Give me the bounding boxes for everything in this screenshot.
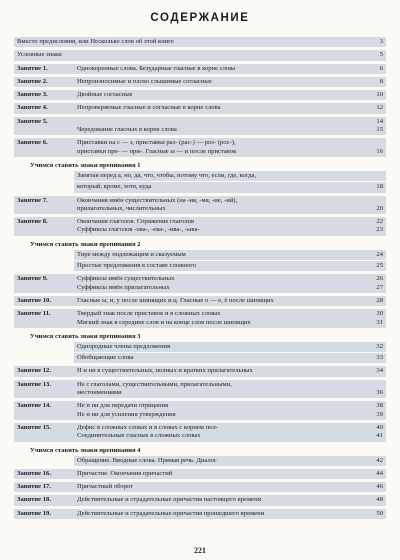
section-heading: Учимся ставить знаки препинания 3 bbox=[30, 332, 141, 340]
lesson-topic-text: Чередование гласных в корне слова bbox=[77, 126, 177, 134]
lesson-label: Занятие 15. bbox=[17, 423, 51, 431]
lesson-topic-text: Дефис в сложных словах и в словах с корнем пол- bbox=[77, 423, 218, 431]
lesson-topic-line bbox=[77, 226, 383, 234]
lesson-topic-text: Причастный оборот bbox=[77, 483, 134, 491]
toc-page bbox=[14, 10, 386, 522]
toc-lesson-row bbox=[14, 380, 386, 399]
lesson-topic-line bbox=[77, 483, 383, 491]
lesson-label: Занятие 18. bbox=[17, 496, 51, 504]
lesson-label: Занятие 5. bbox=[17, 117, 48, 125]
lesson-topic-line bbox=[77, 367, 383, 375]
lesson-label: Занятие 7. bbox=[17, 196, 48, 204]
lesson-topic-line bbox=[77, 509, 383, 518]
section-item bbox=[74, 182, 386, 192]
lesson-topic-text: Непроизносимые и плохо слышимые согласные bbox=[77, 77, 212, 85]
toc-page-number: 32 bbox=[376, 342, 383, 350]
lesson-topic-text: Гласные ы, и, у после шипящих и ц. Гласные о — е, ё после шипящих bbox=[77, 296, 274, 304]
section-item-text: Запятая перед а, но, да, что, чтобы, потому что, если, где, когда, bbox=[77, 171, 257, 179]
lesson-label: Занятие 11. bbox=[17, 310, 51, 318]
lesson-label: Занятие 1. bbox=[17, 64, 48, 72]
lesson-topics bbox=[77, 380, 383, 398]
toc-page-number: 8 bbox=[379, 77, 383, 85]
lesson-label: Занятие 9. bbox=[17, 275, 48, 283]
section-item-text: который, кроме, хотя, куда bbox=[77, 183, 152, 191]
section-items bbox=[14, 171, 386, 193]
toc-lesson-row bbox=[14, 482, 386, 492]
toc-lesson-row bbox=[14, 217, 386, 236]
toc-page-number: 41 bbox=[376, 432, 383, 440]
lesson-label: Занятие 4. bbox=[17, 104, 48, 112]
section-item bbox=[74, 171, 386, 181]
section-items bbox=[14, 342, 386, 364]
lesson-label: Занятие 13. bbox=[17, 380, 51, 388]
lesson-topic-line bbox=[77, 318, 383, 327]
lesson-topics bbox=[77, 469, 383, 478]
toc-page-number: 31 bbox=[376, 318, 383, 326]
lesson-topic-line bbox=[77, 496, 383, 504]
lesson-topics bbox=[77, 275, 383, 292]
lesson-topic-line bbox=[77, 139, 370, 147]
lesson-group bbox=[14, 469, 386, 519]
toc-lesson-row bbox=[14, 64, 386, 74]
lesson-topic-text: Причастие. Окончания причастий bbox=[77, 469, 173, 477]
lesson-topic-text: Однокоренные слова. Безударные гласные в корне слова bbox=[77, 64, 236, 72]
lesson-topic-text: Окончания глаголов. Спряжение глаголов bbox=[77, 218, 195, 226]
lesson-topic-line bbox=[77, 117, 383, 126]
toc-lesson-row bbox=[14, 469, 386, 479]
lesson-topics bbox=[77, 104, 383, 112]
lesson-topic-line bbox=[77, 283, 383, 292]
toc-page-number: 46 bbox=[376, 483, 383, 491]
toc-intro-row bbox=[14, 37, 386, 47]
lesson-label: Занятие 3. bbox=[17, 91, 48, 99]
lesson-topics bbox=[77, 296, 383, 305]
lesson-topic-line bbox=[77, 126, 383, 134]
toc-page-number: 12 bbox=[376, 104, 383, 112]
toc-page-number: 40 bbox=[376, 423, 383, 431]
lesson-topic-line bbox=[77, 296, 383, 305]
punctuation-section-4 bbox=[14, 447, 386, 466]
lesson-topic-line bbox=[77, 218, 383, 226]
lesson-topics bbox=[77, 483, 383, 491]
toc-lesson-row bbox=[14, 90, 386, 100]
lesson-topic-text: Твердый знак после приставок и в сложных словах bbox=[77, 310, 221, 318]
lesson-topic-text: приставки пре- — при-. Гласные ы — и после приставок bbox=[77, 147, 237, 155]
toc-page-number: 20 bbox=[376, 204, 383, 212]
toc-page-number: 36 bbox=[376, 389, 383, 397]
toc-lesson-row bbox=[14, 103, 386, 113]
toc-lesson-row bbox=[14, 117, 386, 136]
lesson-topic-line bbox=[77, 204, 383, 213]
toc-lesson-row bbox=[14, 138, 386, 157]
toc-page-number: 48 bbox=[376, 496, 383, 504]
toc-page-number: 34 bbox=[376, 367, 383, 375]
toc-lesson-row bbox=[14, 509, 386, 519]
lesson-topic-line bbox=[77, 410, 383, 419]
lesson-topic-text: местоимениями bbox=[77, 389, 122, 397]
lesson-topic-text: Соединительные гласные в сложных словах bbox=[77, 432, 201, 440]
lesson-label: Занятие 16. bbox=[17, 469, 51, 477]
lesson-topic-line bbox=[77, 104, 383, 112]
lesson-topic-line bbox=[77, 197, 370, 205]
lesson-topic-line bbox=[77, 147, 383, 156]
lesson-topic-line bbox=[77, 402, 383, 410]
punctuation-section-2 bbox=[14, 241, 386, 272]
lesson-topic-text: Двойные согласные bbox=[77, 91, 133, 99]
toc-page-number: 42 bbox=[376, 456, 383, 464]
lesson-topic-text: Суффиксы имён существительных bbox=[77, 275, 175, 283]
toc-page-number: 26 bbox=[376, 275, 383, 283]
lesson-topic-line bbox=[77, 310, 383, 318]
section-item bbox=[74, 261, 386, 271]
toc-lesson-row bbox=[14, 296, 386, 306]
lesson-group bbox=[14, 274, 386, 327]
lesson-topics bbox=[77, 496, 383, 504]
lesson-topic-line bbox=[77, 91, 383, 99]
lesson-topics bbox=[77, 64, 383, 73]
lesson-topic-line bbox=[77, 432, 383, 440]
toc-page-number: 18 bbox=[376, 183, 383, 191]
lesson-topics bbox=[77, 218, 383, 235]
toc-lesson-row bbox=[14, 401, 386, 420]
toc-page-number: 3 bbox=[379, 38, 383, 45]
lesson-topic-text: Окончания имён существительных (на -ия, -мя, -ие, -ий), bbox=[77, 196, 238, 204]
lesson-label: Занятие 12. bbox=[17, 367, 51, 375]
toc-page-number: 39 bbox=[376, 410, 383, 418]
toc-page-number: 27 bbox=[376, 283, 383, 291]
section-item bbox=[74, 342, 386, 352]
toc-lesson-row bbox=[14, 196, 386, 215]
lesson-topics bbox=[77, 139, 383, 156]
toc-page-number: 24 bbox=[376, 250, 383, 258]
section-item-text: Тире между подлежащим и сказуемым bbox=[77, 250, 186, 258]
section-item-text: Обращение. Вводные слова. Прямая речь. Диалог bbox=[77, 456, 217, 464]
toc-page-number: 23 bbox=[376, 226, 383, 234]
section-items bbox=[14, 250, 386, 272]
section-item bbox=[74, 250, 386, 260]
section-item-text: Однородные члены предложения bbox=[77, 342, 171, 350]
lesson-topics bbox=[77, 310, 383, 327]
lesson-topic-text: Не с глаголами, существительными, прилагательными, bbox=[77, 380, 232, 388]
toc-page-number: 16 bbox=[376, 147, 383, 155]
toc-lesson-row bbox=[14, 77, 386, 87]
punctuation-section-1 bbox=[14, 162, 386, 193]
lesson-topics bbox=[77, 77, 383, 86]
lesson-topic-line bbox=[77, 64, 383, 73]
lesson-topic-line bbox=[77, 381, 370, 389]
toc-lesson-row bbox=[14, 495, 386, 505]
lesson-label: Занятие 6. bbox=[17, 139, 48, 147]
toc-lesson-row bbox=[14, 423, 386, 442]
toc-page-number: 15 bbox=[376, 126, 383, 134]
lesson-topic-text: Суффиксы имён прилагательных bbox=[77, 283, 170, 291]
page-title: СОДЕРЖАНИЕ bbox=[150, 12, 250, 24]
lesson-group bbox=[14, 196, 386, 236]
toc-page-number: 10 bbox=[376, 91, 383, 99]
lesson-topics bbox=[77, 402, 383, 419]
toc-intro-row bbox=[14, 50, 386, 60]
lesson-topic-line bbox=[77, 77, 383, 86]
lesson-topic-line bbox=[77, 389, 383, 397]
punctuation-section-3 bbox=[14, 333, 386, 364]
lesson-topic-text: прилагательных, числительных bbox=[77, 204, 166, 212]
lesson-topics bbox=[77, 91, 383, 99]
section-heading: Учимся ставить знаки препинания 2 bbox=[30, 240, 141, 248]
lesson-topic-line bbox=[77, 275, 383, 283]
lesson-label: Занятие 8. bbox=[17, 218, 48, 226]
toc-page-number: 38 bbox=[376, 402, 383, 410]
lesson-topics bbox=[77, 509, 383, 518]
toc-intro-text: Вместо предисловия, или Несколько слов об этой книге bbox=[17, 38, 174, 45]
lesson-topic-line bbox=[77, 423, 383, 432]
lesson-label: Занятие 10. bbox=[17, 296, 51, 304]
section-item-text: Обобщающие слова bbox=[77, 354, 134, 362]
lesson-topic-text: Мягкий знак в середине слов и на конце слов после шипящих bbox=[77, 318, 251, 326]
toc-page-number: 14 bbox=[376, 117, 383, 125]
toc-lesson-row bbox=[14, 274, 386, 293]
toc-page-number: 6 bbox=[379, 64, 383, 72]
toc-lesson-row bbox=[14, 309, 386, 328]
section-items bbox=[14, 456, 386, 466]
section-heading: Учимся ставить знаки препинания 1 bbox=[30, 161, 141, 169]
lesson-topics bbox=[77, 196, 383, 214]
toc-page-number: 44 bbox=[376, 469, 383, 477]
lesson-label: Занятие 2. bbox=[17, 77, 48, 85]
section-item-text: Простые предложения в составе сложного bbox=[77, 262, 197, 270]
section-heading: Учимся ставить знаки препинания 4 bbox=[30, 446, 141, 454]
lesson-group bbox=[14, 64, 386, 157]
lesson-topics bbox=[77, 367, 383, 375]
lesson-label: Занятие 19. bbox=[17, 509, 51, 517]
lesson-group bbox=[14, 366, 386, 441]
lesson-topics bbox=[77, 117, 383, 135]
toc-intro-text: Условные знаки bbox=[17, 51, 62, 59]
toc-lesson-row bbox=[14, 366, 386, 376]
toc-list bbox=[14, 37, 386, 519]
lesson-topics bbox=[77, 423, 383, 441]
footer-page-number: 221 bbox=[194, 546, 206, 555]
lesson-topic-text: Н и нн в существительных, полных и кратких прилагательных bbox=[77, 367, 253, 375]
toc-page-number: 30 bbox=[376, 310, 383, 318]
toc-page-number: 5 bbox=[379, 51, 383, 59]
lesson-topic-line bbox=[77, 469, 383, 478]
section-item bbox=[74, 456, 386, 466]
lesson-topic-text: Не и ни для усиления утверждения bbox=[77, 410, 176, 418]
toc-page-number: 28 bbox=[376, 296, 383, 304]
lesson-topic-text: Непроверяемые гласные и согласные в корне слова bbox=[77, 104, 221, 112]
lesson-topic-text: Суффиксы глаголов -ова-, -ева-, -ива-, -ыва- bbox=[77, 226, 200, 234]
toc-page-number: 22 bbox=[376, 218, 383, 226]
lesson-topic-text: Приставки на с — з, приставки раз- (рас-) — роз- (рос-), bbox=[77, 139, 236, 147]
lesson-label: Занятие 17. bbox=[17, 483, 51, 491]
toc-page-number: 33 bbox=[376, 354, 383, 362]
toc-page-number: 50 bbox=[376, 509, 383, 517]
lesson-topic-text: Не и ни для передачи отрицания bbox=[77, 402, 169, 410]
lesson-topic-text: Действительные и страдательные причастия прошедшего времени bbox=[77, 509, 265, 517]
lesson-topic-text: Действительные и страдательные причастия настоящего времени bbox=[77, 496, 262, 504]
toc-page-number: 25 bbox=[376, 262, 383, 270]
section-item bbox=[74, 353, 386, 363]
lesson-label: Занятие 14. bbox=[17, 402, 51, 410]
